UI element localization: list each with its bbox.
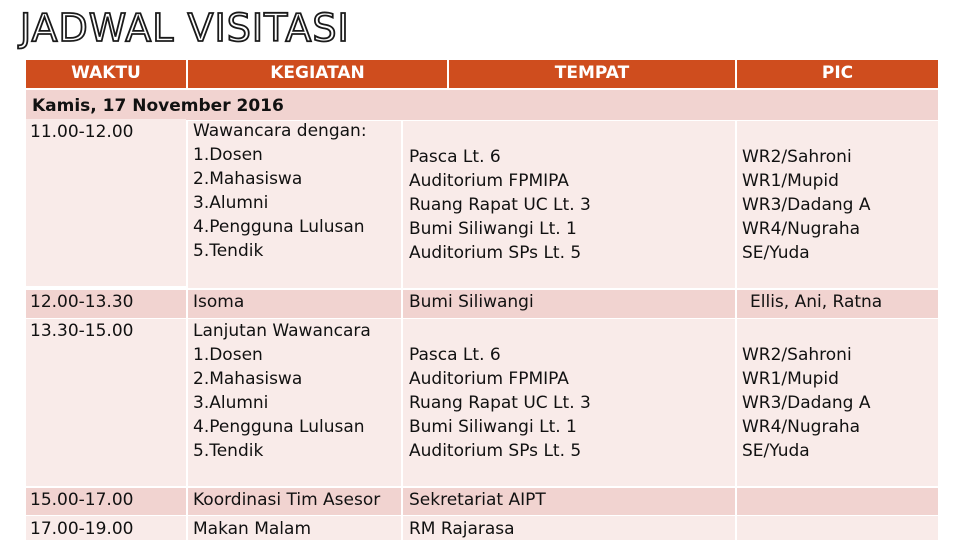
- row-5-kegiatan: [188, 516, 401, 540]
- list-item: WR1/Mupid: [742, 369, 839, 389]
- row-2-pic: [737, 290, 938, 318]
- row-2-time: 12.00-13.30: [30, 292, 134, 312]
- list-item: 2.Mahasiswa: [193, 369, 303, 389]
- list-item: 5.Tendik: [193, 441, 264, 461]
- row-4-pic: [737, 488, 938, 515]
- list-item: Bumi Siliwangi Lt. 1: [409, 219, 577, 239]
- list-item: Auditorium SPs Lt. 5: [409, 441, 582, 461]
- row-5-kegiatan-text: Makan Malam: [193, 519, 312, 539]
- page-title: JADWAL VISITASI: [20, 6, 350, 50]
- header-tempat: TEMPAT: [449, 60, 735, 88]
- row-1-kegiatan-title: Wawancara dengan:: [193, 121, 367, 141]
- row-3-kegiatan: [188, 319, 401, 486]
- row-5-pic: [737, 516, 938, 540]
- list-item: Ruang Rapat UC Lt. 3: [409, 195, 591, 215]
- row-2-tempat: [403, 290, 735, 318]
- row-4-tempat-text: Sekretariat AIPT: [409, 490, 546, 510]
- row-4-kegiatan: [188, 488, 401, 515]
- row-2-kegiatan-text: Isoma: [193, 292, 245, 312]
- list-item: 1.Dosen: [193, 345, 263, 365]
- header-waktu: WAKTU: [26, 60, 186, 88]
- row-1-waktu: [26, 119, 186, 286]
- row-2-pic-text: Ellis, Ani, Ratna: [750, 292, 883, 312]
- list-item: Auditorium FPMIPA: [409, 171, 569, 191]
- row-5-waktu: [26, 516, 186, 540]
- header-pic: PIC: [737, 60, 938, 88]
- row-3-time: 13.30-15.00: [30, 321, 134, 341]
- list-item: 4.Pengguna Lulusan: [193, 417, 365, 437]
- list-item: Auditorium SPs Lt. 5: [409, 243, 582, 263]
- list-item: WR3/Dadang A: [742, 195, 871, 215]
- list-item: WR2/Sahroni: [742, 345, 852, 365]
- list-item: Pasca Lt. 6: [409, 147, 501, 167]
- list-item: WR3/Dadang A: [742, 393, 871, 413]
- list-item: WR4/Nugraha: [742, 219, 861, 239]
- list-item: 3.Alumni: [193, 393, 269, 413]
- list-item: 5.Tendik: [193, 241, 264, 261]
- list-item: 4.Pengguna Lulusan: [193, 217, 365, 237]
- list-item: Ruang Rapat UC Lt. 3: [409, 393, 591, 413]
- row-5-tempat: [403, 516, 735, 540]
- row-2-waktu: [26, 290, 186, 318]
- list-item: Pasca Lt. 6: [409, 345, 501, 365]
- row-1-pic: [737, 121, 938, 288]
- header-kegiatan: KEGIATAN: [188, 60, 447, 88]
- list-item: SE/Yuda: [742, 441, 810, 461]
- list-item: SE/Yuda: [742, 243, 810, 263]
- list-item: Auditorium FPMIPA: [409, 369, 569, 389]
- row-5-time: 17.00-19.00: [30, 519, 134, 539]
- row-3-tempat: [403, 319, 735, 486]
- row-4-time: 15.00-17.00: [30, 490, 134, 510]
- row-2-kegiatan: [188, 290, 401, 318]
- list-item: WR4/Nugraha: [742, 417, 861, 437]
- row-3-waktu: [26, 319, 186, 486]
- row-3-pic: [737, 319, 938, 486]
- list-item: WR2/Sahroni: [742, 147, 852, 167]
- list-item: 1.Dosen: [193, 145, 263, 165]
- list-item: Bumi Siliwangi Lt. 1: [409, 417, 577, 437]
- row-5-tempat-text: RM Rajarasa: [409, 519, 515, 539]
- row-4-kegiatan-text: Koordinasi Tim Asesor: [193, 490, 381, 510]
- row-3-kegiatan-title: Lanjutan Wawancara: [193, 321, 371, 341]
- row-4-waktu: [26, 488, 186, 515]
- day-row: [26, 90, 938, 120]
- row-4-tempat: [403, 488, 735, 515]
- day-label: Kamis, 17 November 2016: [32, 96, 284, 116]
- list-item: WR1/Mupid: [742, 171, 839, 191]
- list-item: 3.Alumni: [193, 193, 269, 213]
- row-1-kegiatan: [188, 121, 401, 288]
- row-1-tempat: [403, 121, 735, 288]
- row-1-time: 11.00-12.00: [30, 122, 134, 142]
- row-2-tempat-text: Bumi Siliwangi: [409, 292, 534, 312]
- list-item: 2.Mahasiswa: [193, 169, 303, 189]
